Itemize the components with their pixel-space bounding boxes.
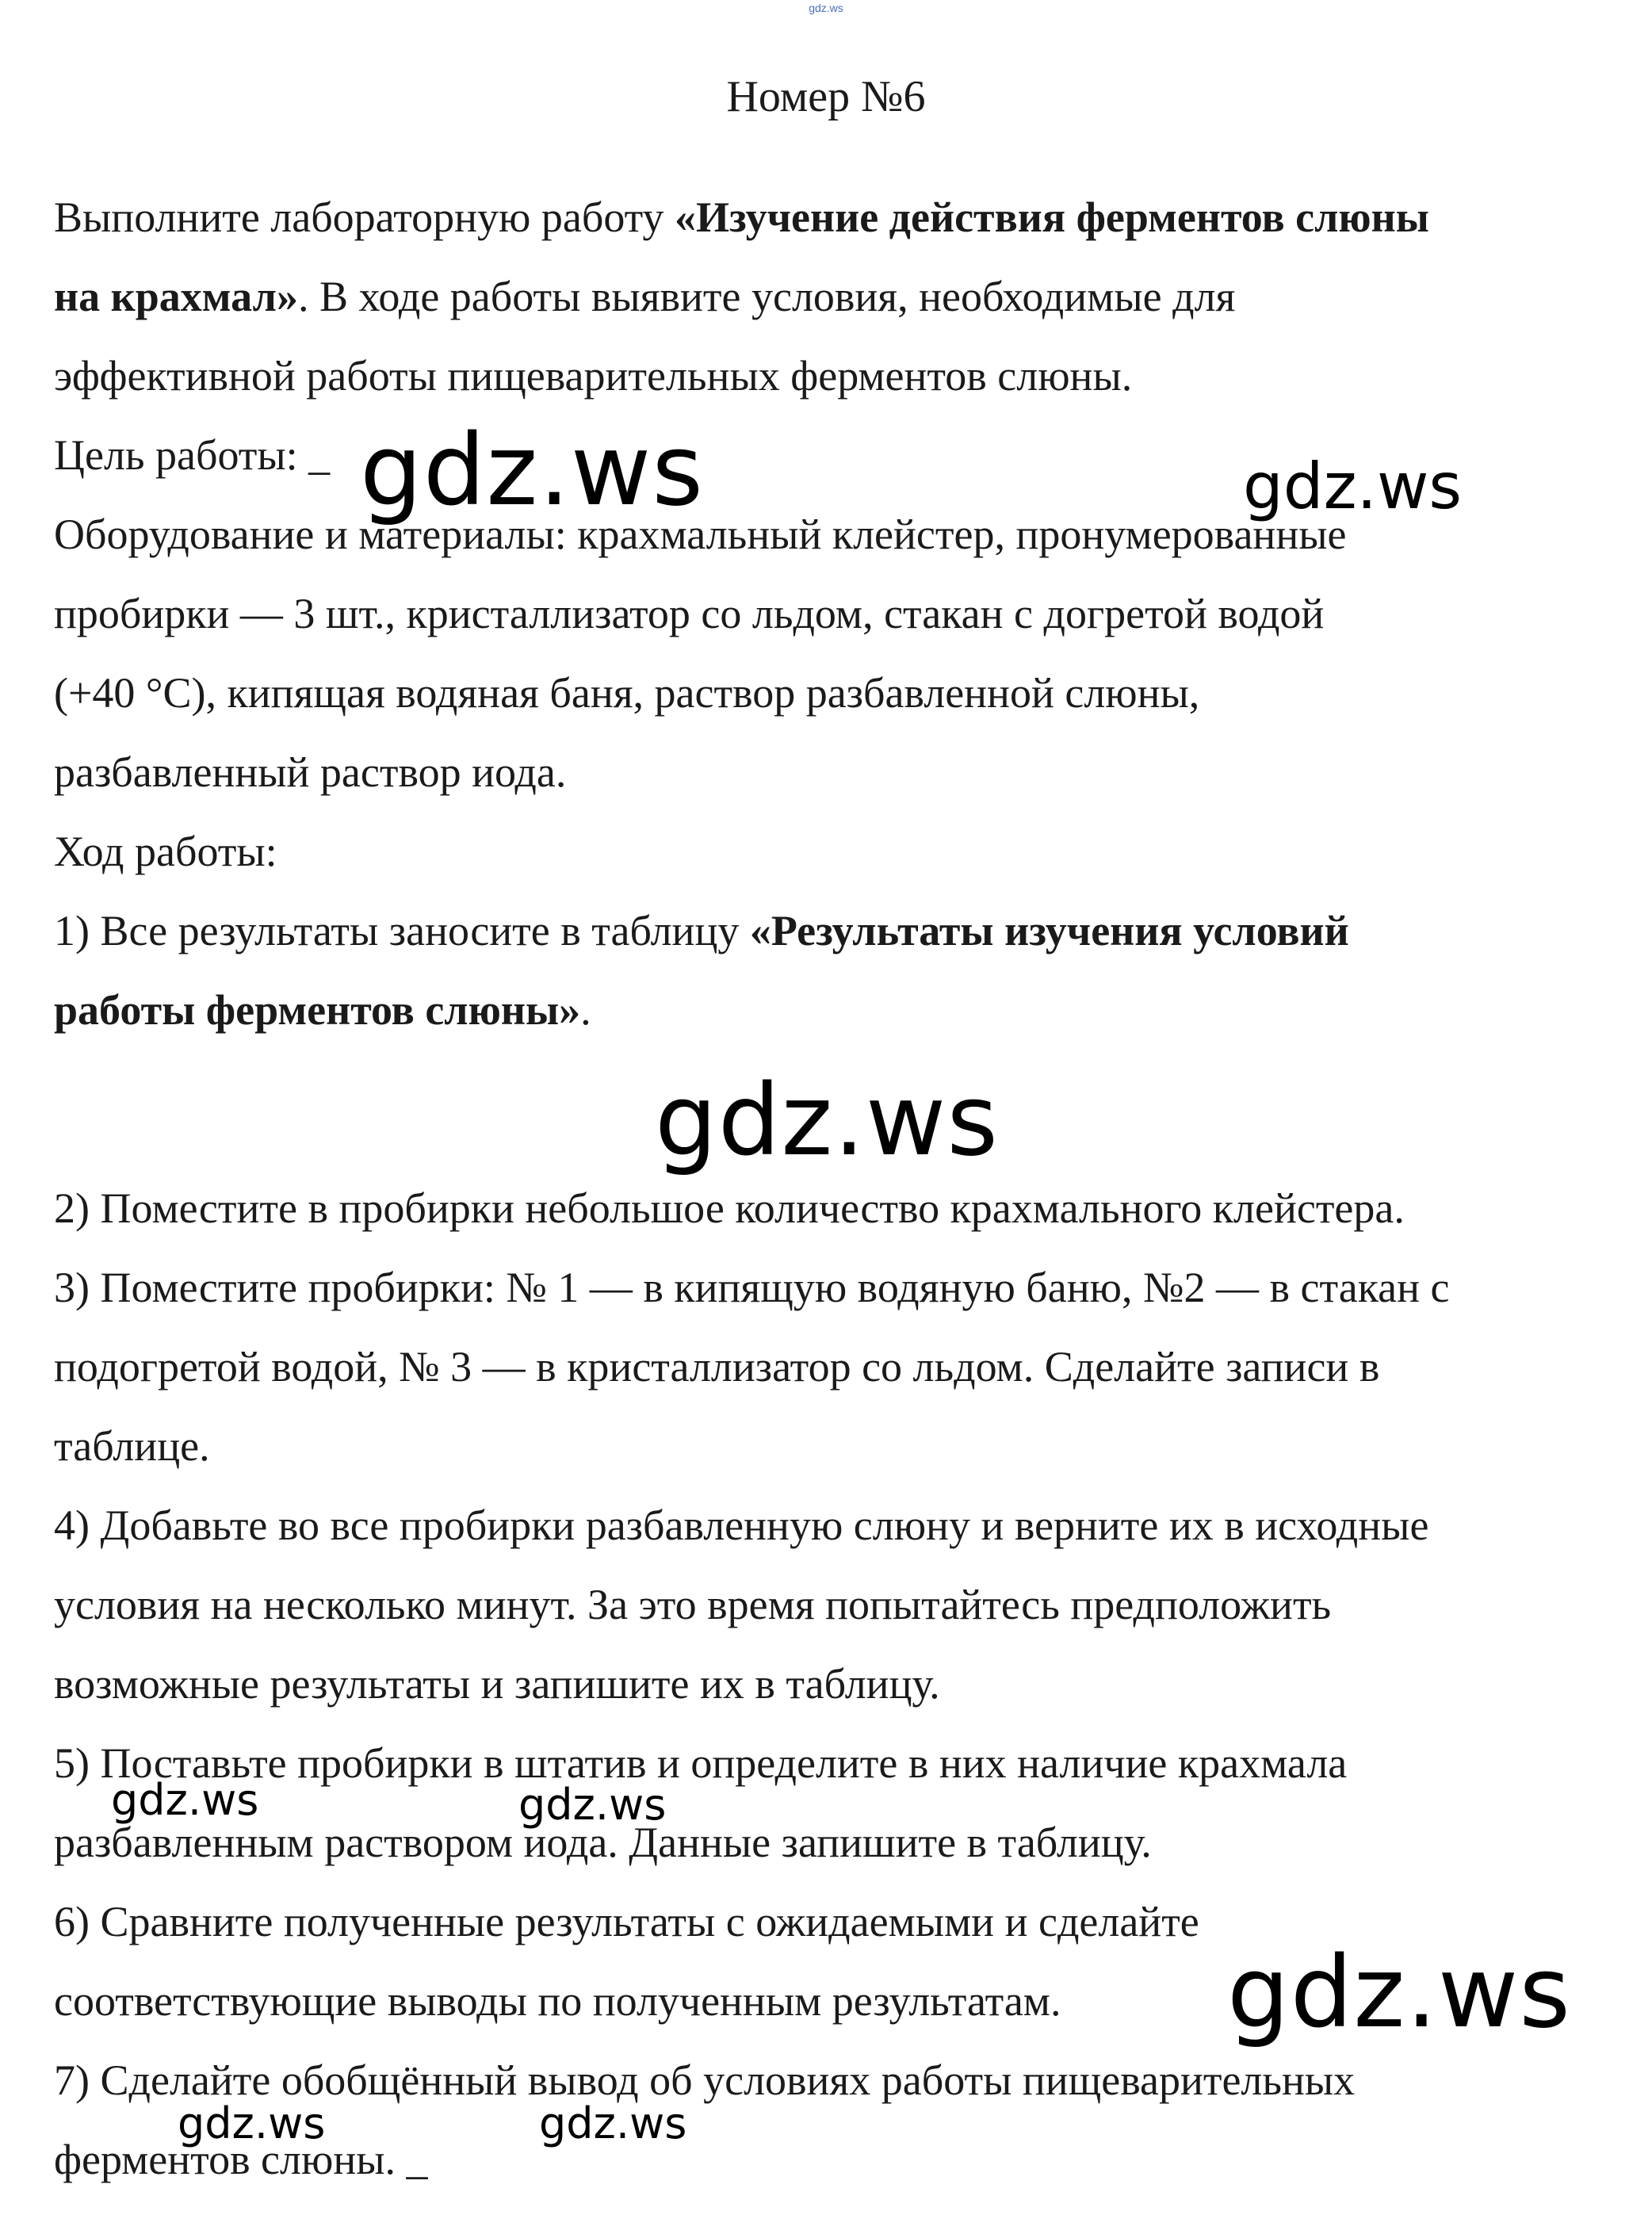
- step-3-line-2: подогретой водой, № 3 — в кристаллизатор со льдом. Сделайте записи в: [54, 1343, 1380, 1391]
- table-title-bold: работы ферментов слюны»: [54, 986, 581, 1034]
- intro-line-1: [54, 186, 1429, 249]
- equipment-line-4: разбавленный раствор иода.: [54, 748, 567, 796]
- intro-text: . В ходе работы выявите условия, необходимые для: [297, 273, 1236, 320]
- step-5-line-1: 5) Поставьте пробирки в штатив и определите в них наличие крахмала: [54, 1739, 1348, 1787]
- equipment-line-3: (+40 °С), кипящая водяная баня, раствор разбавленной слюны,: [54, 669, 1200, 717]
- step-3-line-3: таблице.: [54, 1422, 210, 1470]
- equipment-line-2: пробирки — 3 шт., кристаллизатор со льдом, стакан с догретой водой: [54, 590, 1325, 637]
- step-text: 1) Все результаты заносите в таблицу: [54, 907, 750, 954]
- step-3-line-1: 3) Поместите пробирки: № 1 — в кипящую водяную баню, №2 — в стакан с: [54, 1264, 1450, 1311]
- watermark: gdz.ws: [178, 2098, 326, 2148]
- step-1-line-2: [54, 978, 591, 1042]
- step-1-line-1: [54, 899, 1349, 962]
- lab-title-bold: на крахмал»: [54, 273, 298, 320]
- lab-title-bold: «Изучение действия ферментов слюны: [675, 193, 1429, 241]
- step-7-line-2: ферментов слюны. _: [54, 2136, 428, 2183]
- watermark: gdz.ws: [518, 1780, 667, 1830]
- table-title-bold: «Результаты изучения условий: [749, 907, 1349, 954]
- procedure-heading: Ход работы:: [54, 828, 277, 875]
- step-text: .: [580, 986, 591, 1034]
- page-title: Номер №6: [726, 72, 926, 121]
- watermark: gdz.ws: [360, 414, 704, 528]
- intro-line-2: [54, 265, 1235, 328]
- goal-label: Цель работы: _: [54, 431, 331, 479]
- equipment-line-1: Оборудование и материалы: крахмальный клейстер, пронумерованные: [54, 511, 1347, 558]
- intro-text: Выполните лабораторную работу: [54, 193, 675, 241]
- step-4-line-1: 4) Добавьте во все пробирки разбавленную слюну и верните их в исходные: [54, 1501, 1429, 1549]
- watermark: gdz.ws: [539, 2098, 687, 2148]
- watermark: gdz.ws: [655, 1064, 999, 1178]
- watermark: gdz.ws: [111, 1775, 259, 1825]
- intro-line-3: эффективной работы пищеварительных ферментов слюны.: [54, 352, 1133, 400]
- top-watermark: gdz.ws: [809, 2, 843, 14]
- step-4-line-2: условия на несколько минут. За это время попытайтесь предположить: [54, 1581, 1332, 1628]
- step-7-line-1: 7) Сделайте обобщённый вывод об условиях работы пищеварительных: [54, 2056, 1356, 2104]
- step-5-line-2: разбавленным раствором иода. Данные запишите в таблицу.: [54, 1819, 1152, 1866]
- step-6-line-1: 6) Сравните полученные результаты с ожидаемыми и сделайте: [54, 1898, 1199, 1945]
- step-4-line-3: возможные результаты и запишите их в таблицу.: [54, 1660, 940, 1708]
- watermark: gdz.ws: [1227, 1936, 1571, 2050]
- step-6-line-2: соответствующие выводы по полученным результатам.: [54, 1977, 1061, 2025]
- step-2: 2) Поместите в пробирки небольшое количество крахмального клейстера.: [54, 1184, 1405, 1232]
- watermark: gdz.ws: [1243, 449, 1463, 523]
